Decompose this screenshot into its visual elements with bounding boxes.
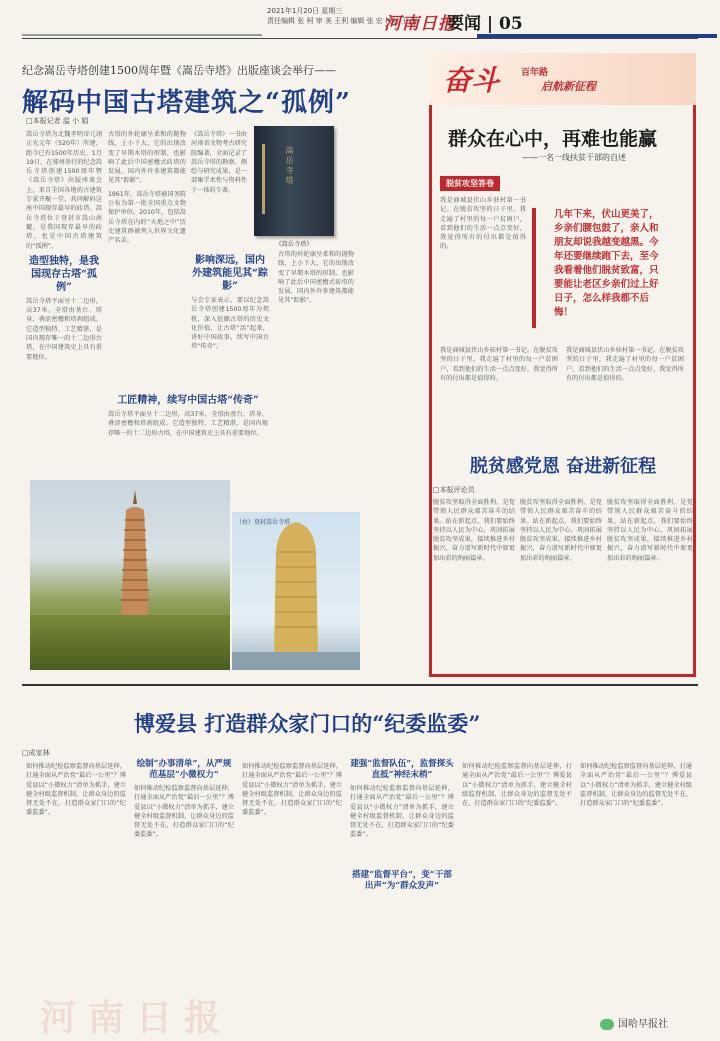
- boai-col-4: [350, 755, 454, 895]
- paragraph: 如何推动纪检监察监督向基层延伸，打通全面从严治党“最后一公里”？博爱县以“小微权力”清单为抓手，建立健全村级监督机制，让群众身边的监督无处不在，打造群众家门口的“纪委监委”。: [350, 785, 454, 839]
- editorial-byline: □本报评论员: [433, 486, 475, 494]
- trees-foreground: [30, 615, 230, 670]
- watermark-text: 河南日报: [40, 997, 233, 1039]
- wechat-icon: [600, 1019, 614, 1030]
- pagoda-col-2: [108, 130, 186, 246]
- boai-title: 博爱县 打造群众家门口的“纪委监委”: [134, 711, 481, 736]
- wechat-account-name: 国哈早报社: [618, 1019, 668, 1030]
- paragraph: 嵩岳寺塔为北魏孝明帝元诩正光元年（520年）所建，距今已有1500年历史。1月19日，在郑州举行的纪念嵩岳寺塔创建1500周年暨《嵩岳寺塔》出版座谈会上，来自全国各地的古建筑专家齐聚一堂，共同解码这座中国现存最早的砖塔。嵩岳寺塔位于登封市嵩山南麓，是我国现存最早的砖塔，也是中国古塔建筑的“孤例”。: [26, 131, 102, 250]
- subhead: 建强“监督队伍”，监督探头直抵“神经末梢”: [350, 759, 454, 780]
- feature-body-col2: 我是商城县伏山乡驻村第一书记。在脱贫攻坚的日子里，我走遍了村里的每一户贫困户，看到他们的生活一点点变好，我觉得所有的付出都是值得的。: [566, 347, 684, 382]
- banner-line-2: 启航新征程: [541, 80, 596, 93]
- paragraph: 古塔的外轮廓呈柔和的抛物线，上小下大，它的出现改变了早期木塔的形制，也影响了此后中国密檐式砖塔的发展，国内外许多建筑都能见其“踪影”。: [108, 131, 186, 185]
- boai-col-2: [134, 755, 234, 840]
- feature-tag: 脱贫攻坚答卷: [440, 176, 500, 191]
- article-subtitle: 纪念嵩岳寺塔创建1500周年暨《嵩岳寺塔》出版座谈会举行——: [22, 64, 336, 77]
- editorial-col-3: 脱贫攻坚取得全面胜利，是党带领人民群众艰苦奋斗的结果。站在新起点，我们要始终坚持以人民为中心，巩固拓展脱贫攻坚成果，接续推进乡村振兴，奋力谱写新时代中原更加出彩的绚丽篇章。: [607, 499, 693, 562]
- editorial-col-2: 脱贫攻坚取得全面胜利，是党带领人民群众艰苦奋斗的结果。站在新起点，我们要始终坚持以人民为中心，巩固拓展脱贫攻坚成果，接续推进乡村振兴，奋力谱写新时代中原更加出彩的绚丽篇章。: [520, 499, 602, 562]
- paragraph: 嵩岳寺塔平面呈十二边形，高37米，全塔由基台、塔身、叠涩密檐和塔刹组成。它造型独特、工艺精湛，是国内现存唯一的十二边形古塔，在中国建筑史上具有重要地位。: [26, 297, 102, 361]
- paragraph: 与会专家表示，要以纪念嵩岳寺塔创建1500周年为契机，深入挖掘古塔的历史文化价值，让古塔“活”起来，讲好中国故事，续写中国古塔“传奇”。: [191, 297, 269, 351]
- banner-main: 奋斗: [443, 64, 500, 97]
- feature-box: [429, 53, 696, 677]
- pagoda-photo: [30, 480, 230, 670]
- book-caption: 《嵩岳寺塔》: [275, 241, 313, 248]
- photo-caption: （右）登封嵩岳寺塔: [236, 519, 291, 526]
- boai-col-3: 如何推动纪检监察监督向基层延伸，打通全面从严治党“最后一公里”？博爱县以“小微权力”清单为抓手，建立健全村级监督机制，让群众身边的监督无处不在，打造群众家门口的“纪委监委”。: [242, 763, 342, 817]
- book-cover-image: [254, 126, 334, 236]
- section-divider: [22, 684, 698, 686]
- subhead: 工匠精神，续写中国古塔“传奇”: [117, 395, 259, 406]
- paragraph: 嵩岳寺塔平面呈十二边形，高37米，全塔由基台、塔身、叠涩密檐和塔刹组成。它造型独特、工艺精湛，是国内现存唯一的十二边形古塔，在中国建筑史上具有重要地位。: [108, 411, 268, 437]
- paper-name: 河南日报: [384, 14, 456, 34]
- editorial-title: 脱贫感党恩 奋进新征程: [469, 456, 657, 477]
- feature-title: 群众在心中，再难也能赢: [448, 128, 658, 150]
- paragraph: 古塔的外轮廓呈柔和的抛物线，上小下大，它的出现改变了早期木塔的形制，也影响了此后中国密檐式砖塔的发展，国内外许多建筑都能见其“踪影”。: [278, 251, 354, 305]
- book-title-text: 嵩岳寺塔: [285, 146, 294, 186]
- feature-quote: 几年下来，伏山更美了，乡亲们腰包鼓了，亲人和朋友却说我越变越黑。今年还要继续跑下去，至今我看着他们脱贫致富，只要能让老区乡亲们过上好日子，怎么样我都不后悔！: [554, 209, 659, 318]
- editors-line: 责任编辑 张 柯 审 美 王利 编辑 张 宏 校对 王 军: [267, 17, 418, 25]
- feature-banner: [429, 53, 696, 105]
- feature-body-col1: 我是商城县伏山乡驻村第一书记。在脱贫攻坚的日子里，我走遍了村里的每一户贫困户，看到他们的生活一点点变好，我觉得所有的付出都是值得的。: [440, 347, 558, 382]
- feature-body-left: 我是商城县伏山乡驻村第一书记。在脱贫攻坚的日子里，我走遍了村里的每一户贫困户，看到他们的生活一点点变好，我觉得所有的付出都是值得的。: [440, 197, 526, 251]
- article-byline: □本报记者 温 小 娟: [26, 117, 89, 125]
- paragraph: 如何推动纪检监察监督向基层延伸，打通全面从严治党“最后一公里”？博爱县以“小微权力”清单为抓手，建立健全村级监督机制，让群众身边的监督无处不在，打造群众家门口的“纪委监委”。: [134, 785, 234, 839]
- feature-subtitle: ——一名一线扶贫干部的自述: [522, 153, 626, 162]
- pagoda-modern-photo: [232, 512, 360, 670]
- subhead: 造型独特，是我国现存古塔“孤例”: [29, 255, 99, 293]
- date-line: 2021年1月20日 星期三: [267, 7, 343, 15]
- book-spine-decoration: [262, 144, 265, 214]
- quote-bar: [532, 208, 536, 328]
- pagoda-col-5: [278, 250, 354, 306]
- article-title: 解码中国古塔建筑之“孤例”: [22, 88, 351, 118]
- page-header: [22, 6, 698, 46]
- boai-col-1: 如何推动纪检监察监督向基层延伸，打通全面从严治党“最后一公里”？博爱县以“小微权力”清单为抓手，建立健全村级监督机制，让群众身边的监督无处不在，打造群众家门口的“纪委监委”。: [26, 763, 126, 817]
- pagoda-col-4: [191, 250, 269, 352]
- article-editorial: [429, 452, 697, 478]
- wechat-account[interactable]: [600, 1015, 668, 1030]
- header-left-rule: [22, 34, 262, 36]
- header-rule: [22, 38, 698, 39]
- banner-line-1: 百年路: [521, 68, 549, 78]
- section-title: 要闻 | 05: [447, 14, 523, 34]
- article-pagoda: [22, 62, 414, 119]
- subhead: 影响深远，国内外建筑能见其“踪影”: [192, 255, 268, 292]
- pagoda-col-6: [108, 390, 268, 438]
- subhead: 搭建“监督平台”，变“干部出声”为“群众发声”: [352, 869, 452, 891]
- editorial-col-1: 脱贫攻坚取得全面胜利，是党带领人民群众艰苦奋斗的结果。站在新起点，我们要始终坚持以人民为中心，巩固拓展脱贫攻坚成果，接续推进乡村振兴，奋力谱写新时代中原更加出彩的绚丽篇章。: [433, 499, 515, 562]
- pagoda-col-3: [191, 130, 247, 195]
- boai-byline: □成家林: [22, 749, 50, 757]
- subhead: 绘制“办事清单”，从严规范基层“小微权力”: [136, 759, 232, 780]
- tower-illustration: [232, 512, 360, 670]
- paragraph: 《嵩岳寺塔》一书由河南省文物考古研究院编著，全面记录了嵩岳寺塔的勘察、测绘与研究成果，是一部集学术性与资料性于一体的专著。: [191, 131, 247, 194]
- pagoda-col-1: [26, 130, 102, 362]
- boai-col-5: 如何推动纪检监察监督向基层延伸，打通全面从严治党“最后一公里”？博爱县以“小微权力”清单为抓手，建立健全村级监督机制，让群众身边的监督无处不在，打造群众家门口的“纪委监委”。: [462, 763, 572, 808]
- boai-col-6: 如何推动纪检监察监督向基层延伸，打通全面从严治党“最后一公里”？博爱县以“小微权力”清单为抓手，建立健全村级监督机制，让群众身边的监督无处不在，打造群众家门口的“纪委监委”。: [580, 763, 692, 808]
- paragraph: 1961年，嵩岳寺塔被国务院公布为第一批全国重点文物保护单位。2010年，包括嵩岳寺塔在内的“天地之中”历史建筑群被列入世界文化遗产名录。: [108, 190, 186, 245]
